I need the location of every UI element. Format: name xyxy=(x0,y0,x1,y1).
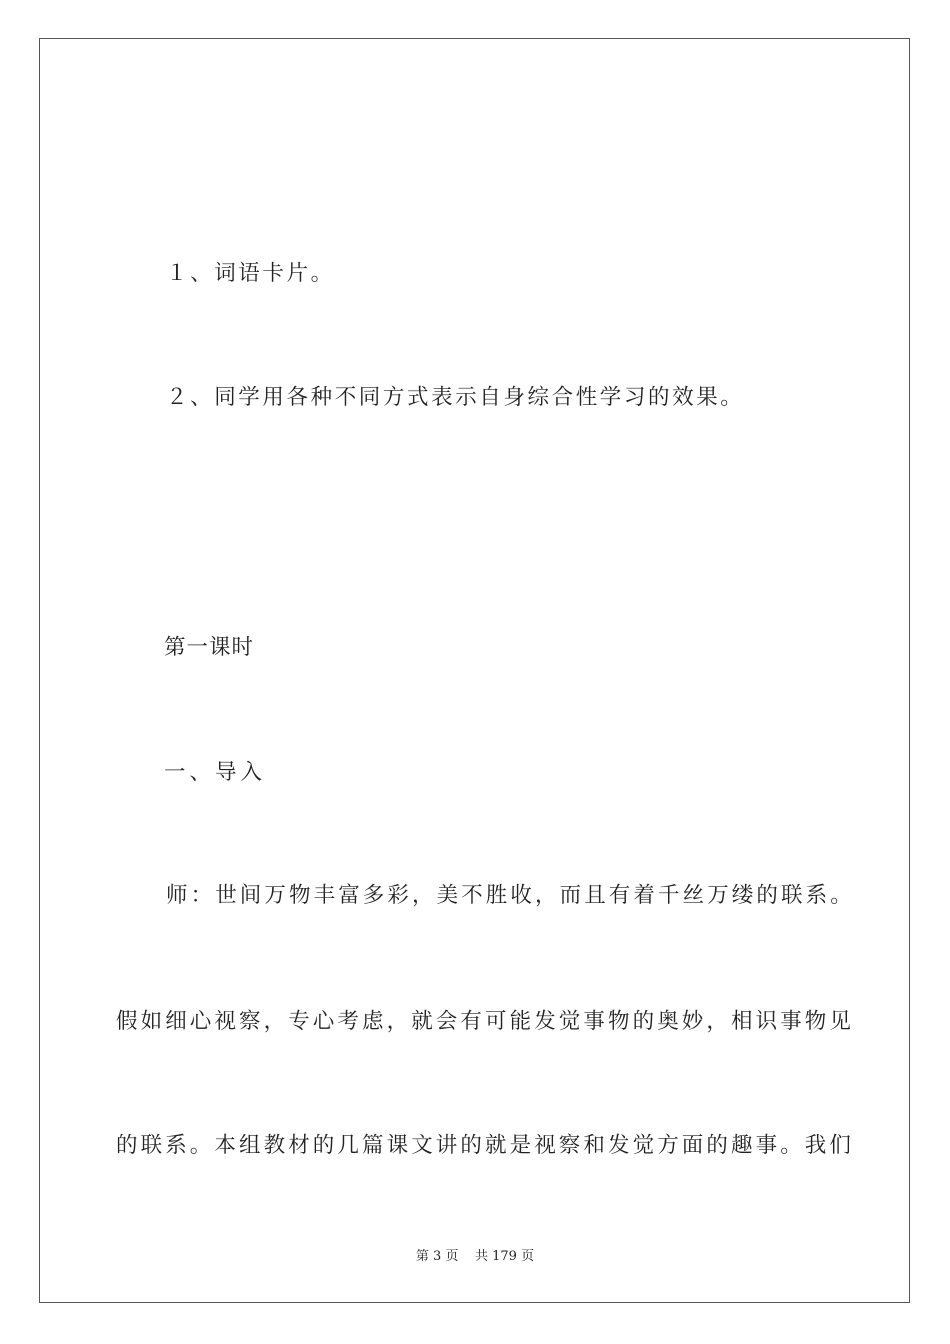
lesson-heading: 第一课时 xyxy=(164,635,255,660)
page-number-footer: 第 3 页 共 179 页 xyxy=(415,1249,535,1264)
paragraph-line: 师：世间万物丰富多彩，美不胜收，而且有着千丝万缕的联系。 xyxy=(166,883,855,908)
paragraph-line: 的联系。本组教材的几篇课文讲的就是视察和发觉方面的趣事。我们 xyxy=(116,1133,855,1158)
materials-item-1: １、词语卡片。 xyxy=(166,261,335,286)
materials-item-2: ２、同学用各种不同方式表示自身综合性学习的效果。 xyxy=(166,385,745,410)
paragraph-line: 假如细心视察，专心考虑，就会有可能发觉事物的奥妙，相识事物见 xyxy=(116,1009,855,1034)
section-heading: 一、导入 xyxy=(164,760,267,785)
page-border xyxy=(39,38,910,1303)
